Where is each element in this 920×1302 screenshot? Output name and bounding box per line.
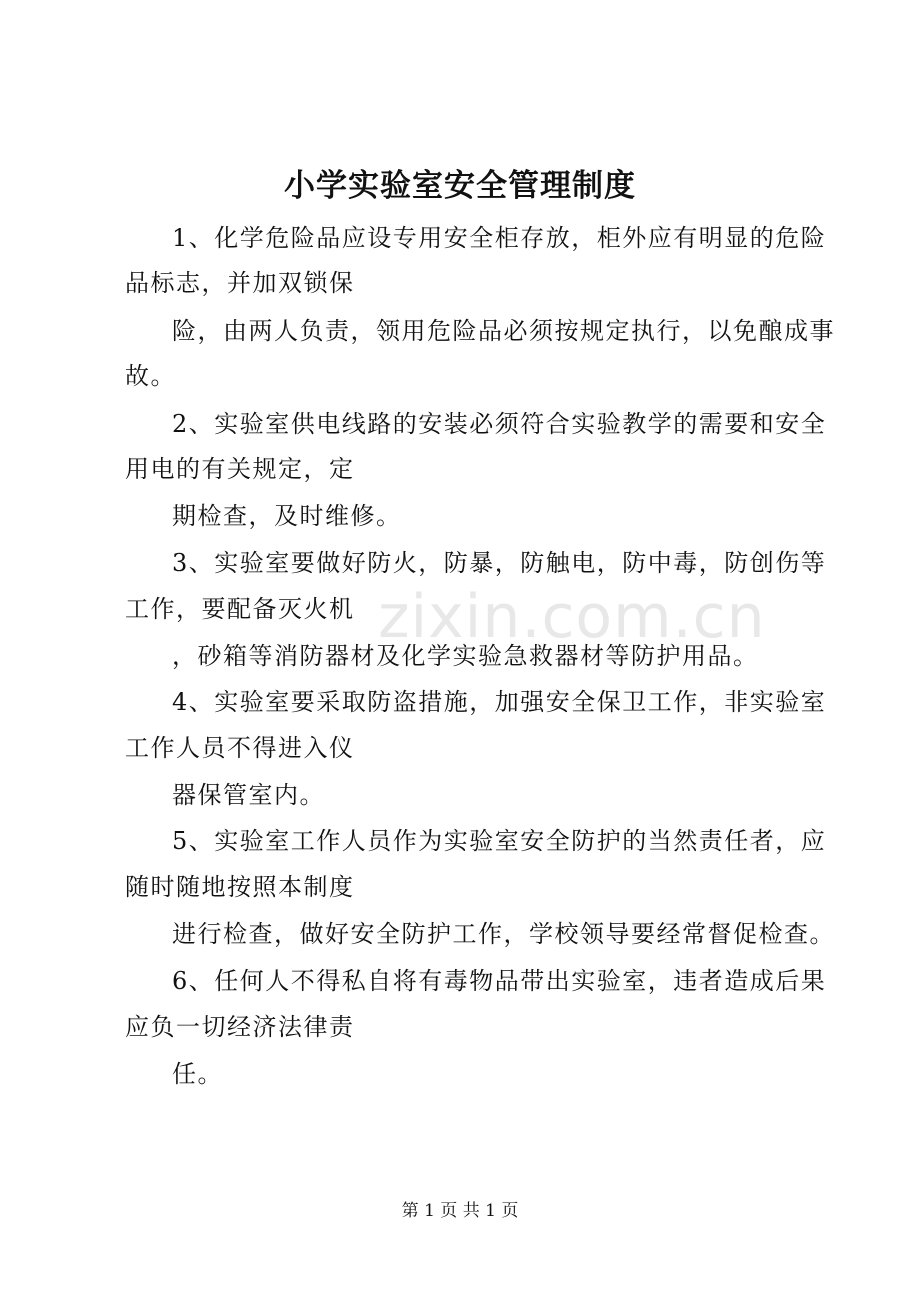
paragraph-5-line-2: 随时随地按照本制度 [125,873,355,901]
paragraph-2-line-1: 2、实验室供电线路的安装必须符合实验教学的需要和安全 [172,410,827,438]
paragraph-2-line-3: 期检查，及时维修。 [172,502,402,530]
paragraph-4-line-2: 工作人员不得进入仪 [125,734,355,762]
paragraph-3-line-2: 工作，要配备灭火机 [125,595,355,623]
paragraph-3-line-1: 3、实验室要做好防火，防暴，防触电，防中毒，防创伤等 [172,549,827,577]
page-title: 小学实验室安全管理制度 [284,168,636,204]
paragraph-2-line-2: 用电的有关规定，定 [125,455,355,483]
paragraph-5-line-1: 5、实验室工作人员作为实验室安全防护的当然责任者，应 [172,827,827,855]
paragraph-5-line-3: 进行检查，做好安全防护工作，学校领导要经常督促检查。 [172,920,835,948]
paragraph-1-line-1: 1、化学危险品应设专用安全柜存放，柜外应有明显的危险 [172,224,827,252]
paragraph-1-line-2: 品标志，并加双锁保 [125,269,355,297]
paragraph-6-line-3: 任。 [172,1060,223,1088]
paragraph-1-line-3: 险，由两人负责，领用危险品必须按规定执行，以免酿成事 [172,317,835,345]
paragraph-1-line-4: 故。 [125,362,176,390]
page-footer: 第 1 页 共 1 页 [401,1201,519,1221]
paragraph-6-line-1: 6、任何人不得私自将有毒物品带出实验室，违者造成后果 [172,967,827,995]
paragraph-3-line-3: ，砂箱等消防器材及化学实验急救器材等防护用品。 [172,642,759,670]
watermark: zixin.com.cn [378,582,766,652]
paragraph-4-line-1: 4、实验室要采取防盗措施，加强安全保卫工作，非实验室 [172,688,827,716]
paragraph-4-line-3: 器保管室内。 [172,781,325,809]
paragraph-6-line-2: 应负一切经济法律责 [125,1013,355,1041]
